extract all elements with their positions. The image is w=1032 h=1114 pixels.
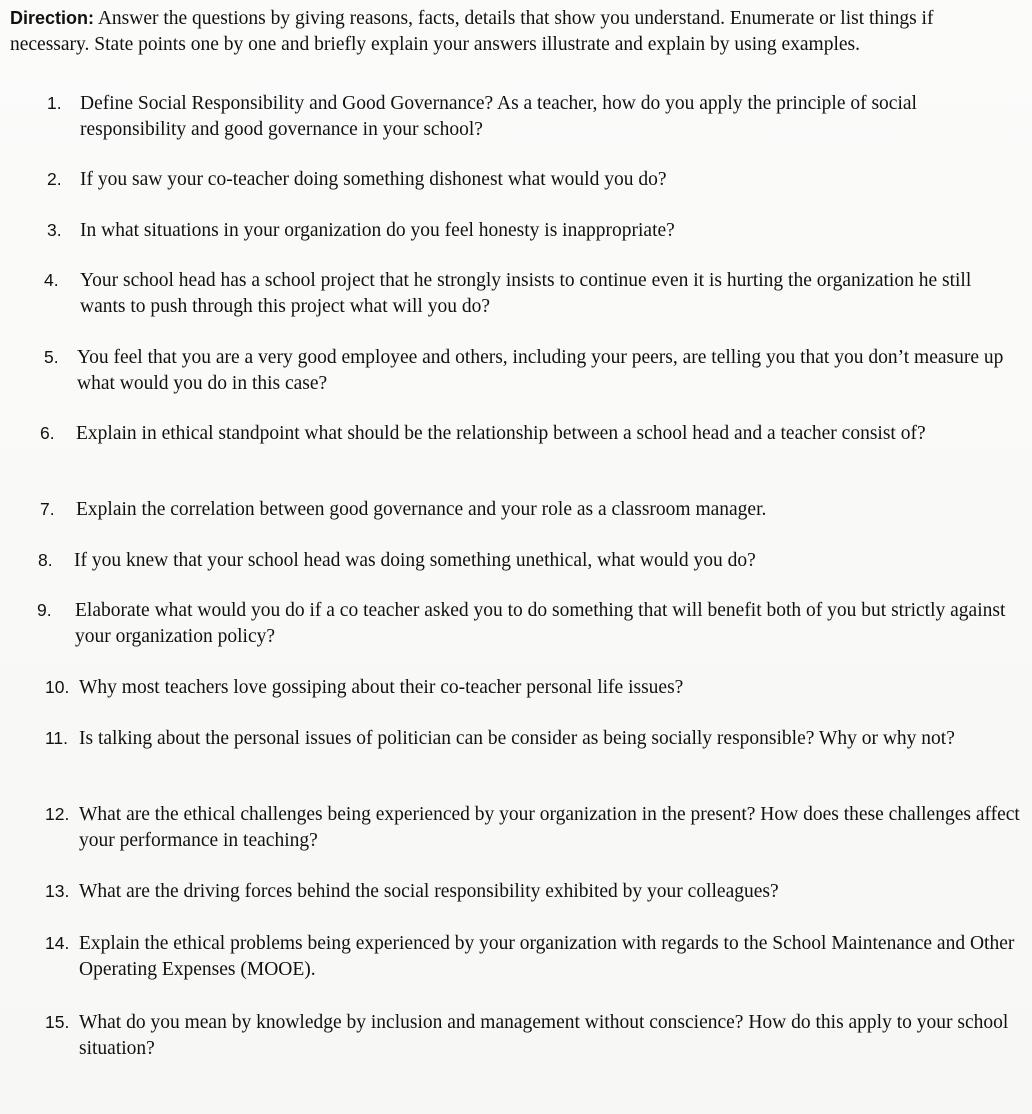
question-11 bbox=[45, 726, 1022, 752]
question-13 bbox=[45, 879, 1022, 905]
question-number: 1. bbox=[47, 93, 62, 113]
question-number: 11. bbox=[45, 728, 69, 748]
question-text: If you knew that your school head was doing something unethical, what would you do? bbox=[74, 550, 756, 571]
question-text: Your school head has a school project that he strongly insists to continue even it is hurting the organization he still wants to push through this project what will you do? bbox=[80, 270, 972, 317]
direction-text: Answer the questions by giving reasons, facts, details that show you understand. Enumerate or list things if necessary. State points one by one and briefly explain your answers illustrate and explain by using examples. bbox=[10, 8, 934, 55]
question-text: Explain the ethical problems being experienced by your organization with regards to the School Maintenance and Other Operating Expenses (MOOE). bbox=[79, 933, 1015, 980]
question-text: What are the driving forces behind the social responsibility exhibited by your colleagues? bbox=[79, 881, 779, 902]
question-7 bbox=[40, 497, 1022, 523]
question-4 bbox=[44, 268, 1017, 319]
question-2 bbox=[47, 167, 1017, 193]
question-number: 6. bbox=[40, 423, 55, 443]
question-text: Explain the correlation between good governance and your role as a classroom manager. bbox=[76, 499, 767, 520]
question-number: 15. bbox=[45, 1012, 70, 1032]
question-text: What are the ethical challenges being experienced by your organization in the present? How does these challenges affect your performance in teaching? bbox=[79, 804, 1020, 851]
question-number: 9. bbox=[37, 600, 52, 620]
question-6 bbox=[40, 421, 1022, 447]
question-text: Define Social Responsibility and Good Governance? As a teacher, how do you apply the principle of social responsibility and good governance in your school? bbox=[80, 93, 917, 140]
question-number: 7. bbox=[40, 499, 55, 519]
question-1 bbox=[47, 91, 1017, 142]
question-text: If you saw your co-teacher doing something dishonest what would you do? bbox=[80, 169, 667, 190]
question-text: Elaborate what would you do if a co teacher asked you to do something that will benefit both of you but strictly against your organization policy? bbox=[75, 600, 1006, 647]
question-number: 4. bbox=[44, 270, 59, 290]
question-5 bbox=[44, 345, 1017, 396]
question-8 bbox=[38, 548, 1022, 574]
question-number: 14. bbox=[45, 933, 70, 953]
question-number: 10. bbox=[45, 677, 70, 697]
question-number: 13. bbox=[45, 881, 70, 901]
question-15 bbox=[45, 1010, 1022, 1061]
question-text: Is talking about the personal issues of politician can be consider as being socially responsible? Why or why not? bbox=[79, 728, 955, 749]
question-number: 12. bbox=[45, 804, 70, 824]
question-text: Explain in ethical standpoint what should be the relationship between a school head and a teacher consist of? bbox=[76, 423, 926, 444]
question-text: In what situations in your organization do you feel honesty is inappropriate? bbox=[80, 220, 675, 241]
question-text: What do you mean by knowledge by inclusion and management without conscience? How do this apply to your school situation? bbox=[79, 1012, 1009, 1059]
question-text: Why most teachers love gossiping about their co-teacher personal life issues? bbox=[79, 677, 684, 698]
question-9 bbox=[37, 598, 1022, 649]
question-number: 5. bbox=[44, 347, 59, 367]
question-12 bbox=[45, 802, 1022, 853]
question-number: 2. bbox=[47, 169, 62, 189]
question-10 bbox=[45, 675, 1022, 701]
question-14 bbox=[45, 931, 1022, 982]
direction-label: Direction: bbox=[10, 8, 95, 28]
question-text: You feel that you are a very good employee and others, including your peers, are telling you that you don’t measure up what would you do in this case? bbox=[77, 347, 1004, 394]
question-number: 3. bbox=[47, 220, 62, 240]
question-3 bbox=[47, 218, 1017, 244]
question-number: 8. bbox=[38, 550, 53, 570]
